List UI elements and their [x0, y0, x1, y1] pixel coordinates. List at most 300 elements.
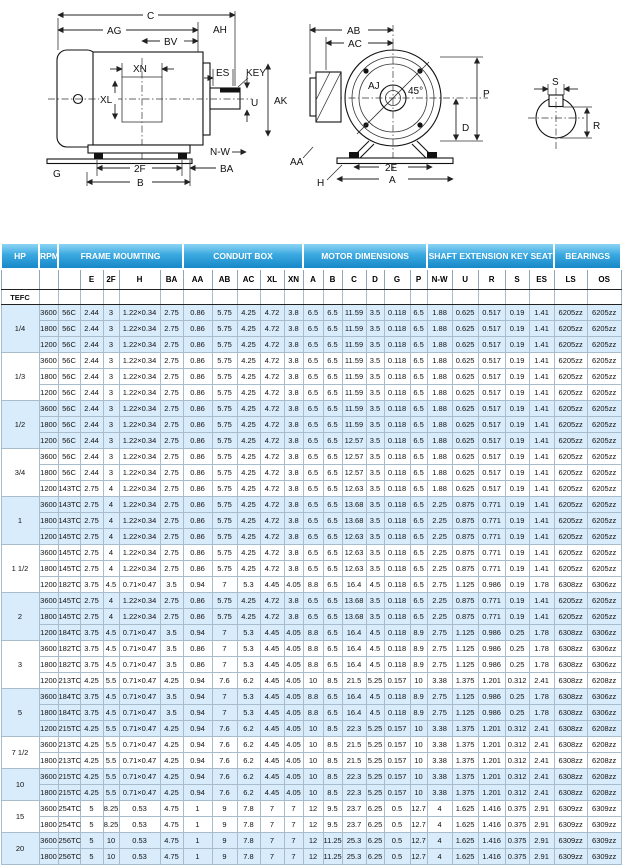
frame-cell: 145TC	[58, 561, 80, 577]
table-row	[1, 785, 621, 801]
value-cell: 16.4	[342, 641, 366, 657]
value-cell: 0.517	[478, 353, 505, 369]
column-header-n-w: N-W	[427, 269, 452, 290]
value-cell: 6205zz	[554, 545, 587, 561]
value-cell: 6308zz	[554, 673, 587, 689]
value-cell: 4.25	[80, 785, 103, 801]
value-cell: 4.72	[260, 321, 284, 337]
value-cell: 6205zz	[554, 513, 587, 529]
value-cell: 4.45	[260, 753, 284, 769]
value-cell: 0.25	[505, 705, 529, 721]
column-header-h: H	[119, 269, 160, 290]
rpm-cell: 3600	[39, 545, 58, 561]
column-group-conduit-box: CONDUIT BOX	[183, 243, 303, 269]
value-cell: 6205zz	[554, 417, 587, 433]
value-cell: 0.86	[183, 545, 212, 561]
value-cell: 5	[80, 849, 103, 865]
frame-cell: 254TC	[58, 801, 80, 817]
column-header-ls: LS	[554, 269, 587, 290]
value-cell: 4.25	[160, 721, 183, 737]
value-cell: 6.5	[323, 593, 342, 609]
value-cell: 8.25	[103, 801, 119, 817]
value-cell: 0.517	[478, 369, 505, 385]
rpm-cell: 3600	[39, 833, 58, 849]
side-view-diagram	[47, 11, 288, 189]
value-cell: 0.71×0.47	[119, 721, 160, 737]
value-cell: 0.157	[384, 673, 410, 689]
table-row	[1, 833, 621, 849]
value-cell: 3.8	[284, 465, 303, 481]
value-cell: 0.71×0.47	[119, 577, 160, 593]
value-cell: 3.75	[80, 705, 103, 721]
value-cell: 6.25	[366, 801, 384, 817]
value-cell: 0.94	[183, 673, 212, 689]
value-cell: 4.75	[160, 833, 183, 849]
value-cell: 0.86	[183, 385, 212, 401]
table-row	[1, 353, 621, 369]
value-cell: 6306zz	[587, 641, 621, 657]
value-cell: 1.201	[478, 673, 505, 689]
value-cell: 1.88	[427, 433, 452, 449]
value-cell: 0.517	[478, 417, 505, 433]
value-cell: 8.9	[410, 641, 427, 657]
value-cell: 4.25	[237, 593, 260, 609]
value-cell: 0.86	[183, 497, 212, 513]
value-cell: 3.8	[284, 321, 303, 337]
value-cell: 3.5	[366, 593, 384, 609]
value-cell: 10	[410, 769, 427, 785]
value-cell: 10	[410, 737, 427, 753]
value-cell: 6.5	[323, 401, 342, 417]
value-cell: 6205zz	[587, 449, 621, 465]
table-row	[1, 625, 621, 641]
value-cell: 0.19	[505, 593, 529, 609]
value-cell: 0.19	[505, 321, 529, 337]
value-cell: 9.5	[323, 817, 342, 833]
value-cell: 1.22×0.34	[119, 433, 160, 449]
value-cell: 6.5	[303, 465, 323, 481]
value-cell: 2.75	[160, 529, 183, 545]
table-row	[1, 721, 621, 737]
value-cell: 4.72	[260, 529, 284, 545]
value-cell: 0.86	[183, 657, 212, 673]
value-cell: 1.88	[427, 385, 452, 401]
value-cell: 3.8	[284, 401, 303, 417]
value-cell: 6205zz	[554, 337, 587, 353]
section-label: TEFC	[1, 290, 39, 305]
value-cell: 6205zz	[587, 609, 621, 625]
value-cell: 2.75	[80, 545, 103, 561]
value-cell: 6.5	[303, 385, 323, 401]
value-cell: 0.625	[452, 321, 478, 337]
frame-cell: 143TC	[58, 497, 80, 513]
value-cell: 2.75	[80, 481, 103, 497]
value-cell: 22.3	[342, 721, 366, 737]
value-cell: 6205zz	[554, 497, 587, 513]
value-cell: 0.19	[505, 449, 529, 465]
value-cell: 6.5	[410, 481, 427, 497]
rpm-cell: 1800	[39, 849, 58, 865]
rpm-cell: 1200	[39, 673, 58, 689]
value-cell: 6.5	[303, 593, 323, 609]
value-cell: 4.5	[103, 641, 119, 657]
table-row	[1, 753, 621, 769]
value-cell: 3.8	[284, 449, 303, 465]
value-cell: 5	[80, 817, 103, 833]
value-cell: 3	[103, 433, 119, 449]
value-cell: 0.517	[478, 305, 505, 321]
frame-cell: 56C	[58, 369, 80, 385]
value-cell: 0.118	[384, 705, 410, 721]
shaft-section-diagram	[528, 77, 600, 150]
value-cell: 2.75	[160, 417, 183, 433]
value-cell: 1.22×0.34	[119, 545, 160, 561]
value-cell: 7	[212, 641, 237, 657]
value-cell: 8.25	[103, 817, 119, 833]
value-cell: 16.4	[342, 705, 366, 721]
rpm-cell: 3600	[39, 353, 58, 369]
value-cell: 4.45	[260, 689, 284, 705]
value-cell: 0.19	[505, 433, 529, 449]
value-cell: 1.22×0.34	[119, 369, 160, 385]
table-row	[1, 481, 621, 497]
dim-label-c: C	[147, 11, 155, 22]
value-cell: 1.201	[478, 721, 505, 737]
rpm-cell: 1800	[39, 369, 58, 385]
value-cell: 1.88	[427, 337, 452, 353]
table-row	[1, 769, 621, 785]
value-cell: 8.8	[303, 705, 323, 721]
value-cell: 6.5	[410, 433, 427, 449]
value-cell: 5.3	[237, 577, 260, 593]
value-cell: 0.19	[505, 385, 529, 401]
frame-cell: 254TC	[58, 817, 80, 833]
value-cell: 2.91	[529, 849, 554, 865]
hp-cell: 7 1/2	[1, 737, 39, 769]
dim-label-ab: AB	[347, 26, 361, 37]
value-cell: 0.118	[384, 561, 410, 577]
spec-table	[0, 242, 622, 865]
value-cell: 7	[284, 833, 303, 849]
value-cell: 6.5	[410, 305, 427, 321]
value-cell: 3	[103, 401, 119, 417]
value-cell: 8.8	[303, 641, 323, 657]
value-cell: 0.19	[505, 497, 529, 513]
value-cell: 11.59	[342, 337, 366, 353]
value-cell: 2.75	[80, 593, 103, 609]
frame-cell: 213TC	[58, 673, 80, 689]
value-cell: 4.25	[160, 785, 183, 801]
value-cell: 8.5	[323, 737, 342, 753]
value-cell: 6205zz	[587, 385, 621, 401]
value-cell: 6308zz	[554, 657, 587, 673]
value-cell: 3.8	[284, 353, 303, 369]
rpm-cell: 1200	[39, 433, 58, 449]
value-cell: 5.75	[212, 593, 237, 609]
value-cell: 6205zz	[587, 561, 621, 577]
value-cell: 4.25	[160, 753, 183, 769]
value-cell: 1.22×0.34	[119, 513, 160, 529]
value-cell: 0.118	[384, 497, 410, 513]
value-cell: 0.19	[505, 305, 529, 321]
value-cell: 6.5	[323, 305, 342, 321]
value-cell: 3.5	[366, 401, 384, 417]
value-cell: 4.45	[260, 737, 284, 753]
value-cell: 3.75	[80, 625, 103, 641]
value-cell: 4.75	[160, 801, 183, 817]
value-cell: 25.3	[342, 833, 366, 849]
value-cell: 13.68	[342, 513, 366, 529]
value-cell: 1.22×0.34	[119, 385, 160, 401]
value-cell: 0.517	[478, 433, 505, 449]
value-cell: 0.94	[183, 721, 212, 737]
value-cell: 0.118	[384, 369, 410, 385]
value-cell: 4.25	[80, 753, 103, 769]
value-cell: 0.986	[478, 705, 505, 721]
value-cell: 22.3	[342, 785, 366, 801]
value-cell: 0.19	[505, 369, 529, 385]
value-cell: 3.5	[366, 561, 384, 577]
value-cell: 1.41	[529, 529, 554, 545]
value-cell: 1.22×0.34	[119, 481, 160, 497]
value-cell: 0.875	[452, 609, 478, 625]
value-cell: 3.5	[160, 689, 183, 705]
rpm-cell: 1800	[39, 705, 58, 721]
rpm-cell: 1200	[39, 577, 58, 593]
dim-label-aa: AA	[290, 157, 304, 168]
value-cell: 6205zz	[554, 593, 587, 609]
value-cell: 2.41	[529, 785, 554, 801]
value-cell: 3.38	[427, 737, 452, 753]
value-cell: 6.25	[366, 849, 384, 865]
value-cell: 2.41	[529, 769, 554, 785]
value-cell: 7.6	[212, 785, 237, 801]
value-cell: 3	[103, 385, 119, 401]
value-cell: 4.45	[260, 641, 284, 657]
value-cell: 1.78	[529, 625, 554, 641]
value-cell: 1.88	[427, 449, 452, 465]
value-cell: 5.25	[366, 737, 384, 753]
value-cell: 2.41	[529, 721, 554, 737]
value-cell: 11.59	[342, 353, 366, 369]
value-cell: 3.8	[284, 497, 303, 513]
hp-cell: 1/2	[1, 401, 39, 449]
dim-label-es: ES	[216, 68, 230, 79]
value-cell: 2.44	[80, 433, 103, 449]
column-header-c: C	[342, 269, 366, 290]
value-cell: 3.8	[284, 513, 303, 529]
value-cell: 11.59	[342, 305, 366, 321]
value-cell: 0.71×0.47	[119, 689, 160, 705]
value-cell: 7.6	[212, 673, 237, 689]
value-cell: 0.875	[452, 497, 478, 513]
value-cell: 1.78	[529, 577, 554, 593]
value-cell: 6309zz	[587, 833, 621, 849]
rpm-cell: 1200	[39, 625, 58, 641]
value-cell: 2.75	[427, 625, 452, 641]
value-cell: 5.25	[366, 753, 384, 769]
dim-label-ah: AH	[213, 25, 227, 36]
value-cell: 2.25	[427, 593, 452, 609]
value-cell: 4.05	[284, 785, 303, 801]
value-cell: 5.25	[366, 673, 384, 689]
value-cell: 6205zz	[587, 529, 621, 545]
value-cell: 4.25	[237, 305, 260, 321]
rpm-cell: 1800	[39, 465, 58, 481]
value-cell: 3.5	[366, 305, 384, 321]
value-cell: 4.72	[260, 497, 284, 513]
value-cell: 0.375	[505, 849, 529, 865]
value-cell: 0.157	[384, 753, 410, 769]
hp-cell: 3/4	[1, 449, 39, 497]
value-cell: 4.72	[260, 545, 284, 561]
value-cell: 1.22×0.34	[119, 401, 160, 417]
value-cell: 3	[103, 417, 119, 433]
value-cell: 10	[303, 753, 323, 769]
value-cell: 12.63	[342, 545, 366, 561]
table-row	[1, 465, 621, 481]
value-cell: 1.201	[478, 737, 505, 753]
value-cell: 11.59	[342, 417, 366, 433]
value-cell: 1.88	[427, 353, 452, 369]
column-header-xl: XL	[260, 269, 284, 290]
value-cell: 8.5	[323, 769, 342, 785]
value-cell: 5.75	[212, 561, 237, 577]
table-row	[1, 337, 621, 353]
value-cell: 11.59	[342, 321, 366, 337]
value-cell: 2.91	[529, 833, 554, 849]
value-cell: 0.118	[384, 689, 410, 705]
value-cell: 0.986	[478, 641, 505, 657]
value-cell: 5.75	[212, 513, 237, 529]
value-cell: 0.5	[384, 849, 410, 865]
value-cell: 6.5	[323, 337, 342, 353]
value-cell: 10	[103, 849, 119, 865]
value-cell: 1.375	[452, 737, 478, 753]
value-cell: 7.6	[212, 753, 237, 769]
value-cell: 1.78	[529, 641, 554, 657]
value-cell: 6208zz	[587, 785, 621, 801]
value-cell: 4	[103, 529, 119, 545]
value-cell: 1	[183, 801, 212, 817]
section-row-cell	[237, 290, 260, 305]
value-cell: 4	[103, 593, 119, 609]
section-row-cell	[103, 290, 119, 305]
value-cell: 3.5	[366, 433, 384, 449]
value-cell: 0.312	[505, 753, 529, 769]
value-cell: 6.5	[410, 529, 427, 545]
column-header-blank	[39, 269, 58, 290]
value-cell: 0.118	[384, 321, 410, 337]
value-cell: 0.19	[505, 337, 529, 353]
value-cell: 1.22×0.34	[119, 465, 160, 481]
value-cell: 6.5	[303, 561, 323, 577]
value-cell: 0.94	[183, 785, 212, 801]
value-cell: 0.5	[384, 833, 410, 849]
rpm-cell: 1200	[39, 481, 58, 497]
value-cell: 6.5	[303, 417, 323, 433]
rpm-cell: 3600	[39, 641, 58, 657]
value-cell: 4.72	[260, 337, 284, 353]
column-header-ba: BA	[160, 269, 183, 290]
value-cell: 5.75	[212, 353, 237, 369]
value-cell: 4.5	[103, 657, 119, 673]
dim-label-d: D	[462, 123, 470, 134]
value-cell: 4.25	[237, 353, 260, 369]
value-cell: 1.125	[452, 577, 478, 593]
value-cell: 4	[103, 561, 119, 577]
value-cell: 6.5	[323, 545, 342, 561]
value-cell: 0.375	[505, 833, 529, 849]
value-cell: 9	[212, 817, 237, 833]
value-cell: 0.118	[384, 657, 410, 673]
value-cell: 11.25	[323, 833, 342, 849]
value-cell: 1.41	[529, 433, 554, 449]
value-cell: 1.416	[478, 833, 505, 849]
value-cell: 7	[284, 817, 303, 833]
value-cell: 0.86	[183, 369, 212, 385]
table-row	[1, 401, 621, 417]
value-cell: 6308zz	[554, 689, 587, 705]
value-cell: 8.9	[410, 705, 427, 721]
column-group-row	[1, 243, 621, 269]
value-cell: 23.7	[342, 817, 366, 833]
value-cell: 3.8	[284, 529, 303, 545]
value-cell: 1.41	[529, 497, 554, 513]
table-row	[1, 305, 621, 321]
value-cell: 2.41	[529, 737, 554, 753]
value-cell: 3	[103, 465, 119, 481]
value-cell: 1.22×0.34	[119, 337, 160, 353]
value-cell: 0.625	[452, 417, 478, 433]
rpm-cell: 3600	[39, 593, 58, 609]
dim-label-a: A	[389, 175, 396, 186]
value-cell: 0.312	[505, 785, 529, 801]
frame-cell: 145TC	[58, 593, 80, 609]
frame-cell: 182TC	[58, 577, 80, 593]
value-cell: 5.5	[103, 769, 119, 785]
value-cell: 0.25	[505, 689, 529, 705]
section-row-cell	[284, 290, 303, 305]
value-cell: 4.25	[80, 673, 103, 689]
value-cell: 4	[427, 833, 452, 849]
value-cell: 6208zz	[587, 721, 621, 737]
value-cell: 0.118	[384, 465, 410, 481]
value-cell: 6.5	[323, 657, 342, 673]
value-cell: 0.71×0.47	[119, 641, 160, 657]
table-row	[1, 385, 621, 401]
value-cell: 4	[427, 801, 452, 817]
value-cell: 3.8	[284, 545, 303, 561]
value-cell: 6.5	[303, 369, 323, 385]
value-cell: 3.38	[427, 673, 452, 689]
value-cell: 4.25	[237, 321, 260, 337]
value-cell: 0.53	[119, 849, 160, 865]
value-cell: 6.5	[323, 625, 342, 641]
column-group-rpm: RPM	[39, 243, 58, 269]
value-cell: 4.5	[366, 641, 384, 657]
section-row-cell	[427, 290, 452, 305]
value-cell: 4	[103, 497, 119, 513]
value-cell: 10	[303, 673, 323, 689]
value-cell: 2.75	[160, 449, 183, 465]
value-cell: 8.8	[303, 689, 323, 705]
value-cell: 1.41	[529, 353, 554, 369]
value-cell: 4.25	[237, 433, 260, 449]
value-cell: 3.8	[284, 417, 303, 433]
dim-label-b: B	[137, 178, 144, 189]
value-cell: 6205zz	[587, 305, 621, 321]
